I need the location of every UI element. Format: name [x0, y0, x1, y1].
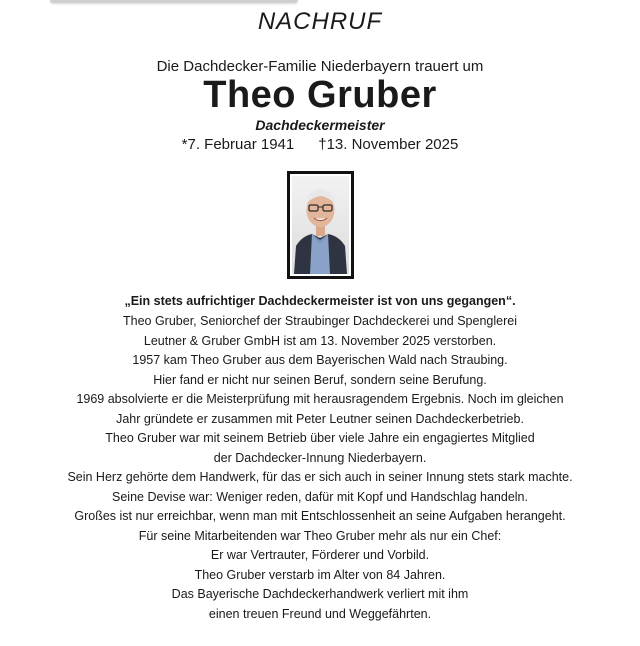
- memorial-quote: „Ein stets aufrichtiger Dachdeckermeister ist von uns gegangen“.: [124, 294, 516, 308]
- body-line: Theo Gruber verstarb im Alter von 84 Jahren.: [194, 567, 446, 582]
- top-edge-bar: [50, 0, 298, 3]
- body-line: Leutner & Gruber GmbH ist am 13. November 2025 verstorben.: [143, 333, 497, 348]
- body-line: einen treuen Freund und Weggefährten.: [208, 606, 432, 621]
- portrait-frame: [287, 171, 354, 279]
- death-date: †13. November 2025: [318, 136, 459, 153]
- birth-date: *7. Februar 1941: [181, 136, 295, 153]
- portrait-photo: [292, 176, 349, 274]
- body-line: 1957 kam Theo Gruber aus dem Bayerischen Wald nach Straubing.: [132, 353, 508, 367]
- life-dates: [0, 136, 640, 153]
- obituary-body: [0, 312, 640, 624]
- obituary-heading: NACHRUF: [257, 8, 383, 35]
- body-line: Theo Gruber war mit seinem Betrieb über viele Jahre ein engagiertes Mitglied: [105, 431, 535, 445]
- body-line: der Dachdecker-Innung Niederbayern.: [213, 450, 427, 465]
- body-line: Großes ist nur erreichbar, wenn man mit Entschlossenheit an seine Aufgaben herangeht.: [74, 509, 566, 523]
- body-line: Seine Devise war: Weniger reden, dafür mit Kopf und Handschlag handeln.: [112, 489, 528, 504]
- intro-line: Die Dachdecker-Familie Niederbayern trauert um: [156, 58, 484, 75]
- body-line: Für seine Mitarbeitenden war Theo Gruber mehr als nur ein Chef:: [138, 528, 502, 543]
- deceased-name: Theo Gruber: [203, 74, 437, 116]
- body-line: Jahr gründete er zusammen mit Peter Leutner seinen Dachdeckerbetrieb.: [116, 411, 524, 426]
- body-line: Hier fand er nicht nur seinen Beruf, sondern seine Berufung.: [153, 372, 487, 387]
- body-line: 1969 absolvierte er die Meisterprüfung mit herausragendem Ergebnis. Noch im gleichen: [76, 392, 564, 406]
- profession-title: Dachdeckermeister: [255, 117, 385, 133]
- body-line: Das Bayerische Dachdeckerhandwerk verliert mit ihm: [171, 587, 469, 601]
- body-line: Sein Herz gehörte dem Handwerk, für das er sich auch in seiner Innung stets stark machte.: [67, 470, 573, 484]
- body-line: Theo Gruber, Seniorchef der Straubinger Dachdeckerei und Spenglerei: [123, 314, 517, 328]
- body-line: Er war Vertrauter, Förderer und Vorbild.: [210, 548, 430, 562]
